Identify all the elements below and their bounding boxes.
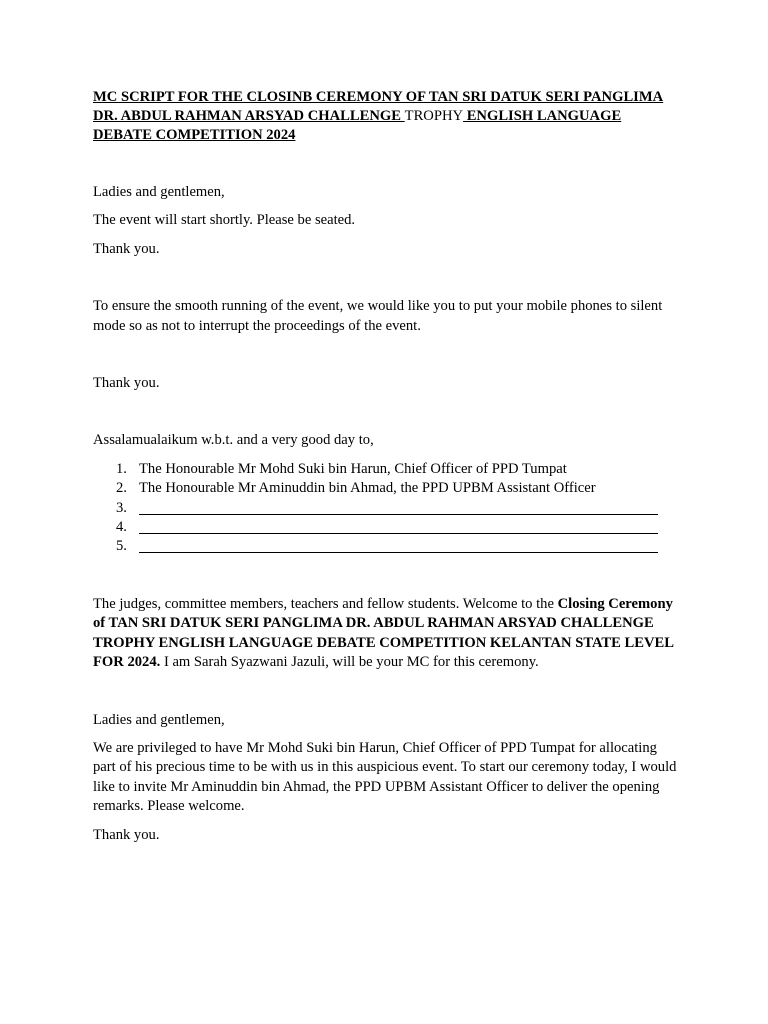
thanks-paragraph: Thank you. <box>93 240 160 257</box>
list-item <box>93 479 678 498</box>
title-part-3: ENGLISH LANGUAGE DEBATE COMPETITION 2024 <box>93 108 622 143</box>
blank-line <box>139 537 658 553</box>
thanks-paragraph-3: Thank you. <box>93 826 160 843</box>
guest-list <box>93 460 678 557</box>
welcome-after: I am Sarah Syazwani Jazuli, will be your MC for this ceremony. <box>160 654 539 671</box>
list-number: 3. <box>116 499 127 516</box>
welcome-event-name: Closing Ceremony of TAN SRI DATUK SERI PANGLIMA DR. ABDUL RAHMAN ARSYAD CHALLENGE TROPHY ENGLISH LANGUAGE DEBATE COMPETITION KELANTAN STATE LEVEL FOR 2024. <box>93 595 674 671</box>
blank-line <box>139 518 658 534</box>
list-item <box>93 460 678 479</box>
list-item <box>93 499 678 518</box>
greeting-paragraph-2: Ladies and gentlemen, <box>93 711 225 728</box>
welcome-before: The judges, committee members, teachers and fellow students. Welcome to the <box>93 595 558 612</box>
phones-paragraph: To ensure the smooth running of the event, we would like you to put your mobile phones to silent mode so as not to interrupt the proceedings of the event. <box>93 298 663 334</box>
title-part-2: TROPHY <box>404 108 464 124</box>
list-number: 4. <box>116 519 127 536</box>
list-item <box>93 518 678 537</box>
list-number: 5. <box>116 538 127 555</box>
title-part-1: MC SCRIPT FOR THE CLOSINB CEREMONY OF TAN SRI DATUK SERI PANGLIMA DR. ABDUL RAHMAN ARSYAD CHALLENGE <box>93 89 664 124</box>
greeting-paragraph: Ladies and gentlemen, <box>93 184 225 200</box>
welcome-paragraph <box>93 595 678 673</box>
document-page <box>93 88 678 845</box>
list-number: 2. <box>116 480 127 497</box>
blank-line <box>139 499 658 515</box>
list-number: 1. <box>116 460 127 477</box>
salutation-paragraph: Assalamualaikum w.b.t. and a very good day to, <box>93 432 374 449</box>
thanks-paragraph-2: Thank you. <box>93 375 160 392</box>
seating-paragraph: The event will start shortly. Please be seated. <box>93 212 356 229</box>
document-title <box>93 88 678 145</box>
list-item <box>93 537 678 556</box>
list-text: The Honourable Mr Aminuddin bin Ahmad, the PPD UPBM Assistant Officer <box>139 480 596 497</box>
list-text: The Honourable Mr Mohd Suki bin Harun, Chief Officer of PPD Tumpat <box>139 460 567 477</box>
privilege-paragraph: We are privileged to have Mr Mohd Suki bin Harun, Chief Officer of PPD Tumpat for allocating part of his precious time to be with us in this auspicious event. To start our ceremony today, I would like to invite Mr Aminuddin bin Ahmad, the PPD UPBM Assistant Officer to deliver the opening remarks. Please welcome. <box>93 739 677 815</box>
